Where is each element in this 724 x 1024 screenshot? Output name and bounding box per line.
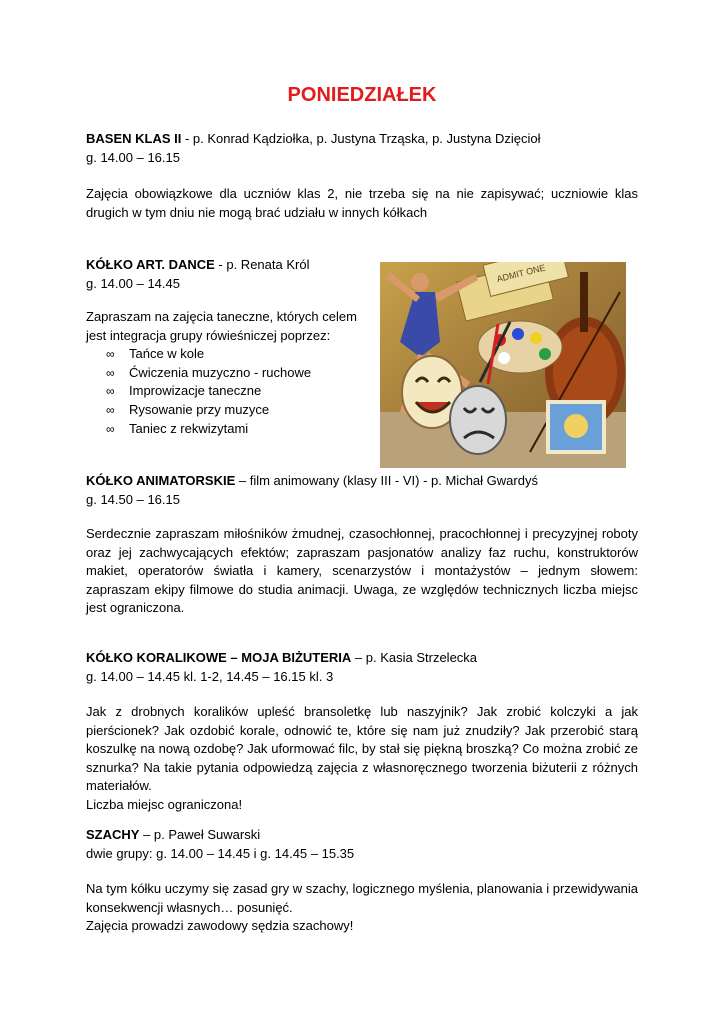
szachy-note: Zajęcia prowadzi zawodowy sędzia szachowy! [86,918,354,933]
list-item: ∞ Improwizacje taneczne [86,382,376,401]
section-koralikowe [86,649,638,686]
dance-intro: Zapraszam na zajęcia taneczne, których celem jest integracja grupy rówieśniczej poprzez: [86,309,357,343]
dance-header [86,256,376,275]
arts-collage-icon [380,262,626,468]
list-item: ∞ Tańce w kole [86,345,376,364]
list-item: ∞ Taniec z rekwizytami [86,420,376,439]
list-item: ∞ Ćwiczenia muzyczno - ruchowe [86,364,376,383]
dance-time: g. 14.00 – 14.45 [86,275,180,291]
koral-teacher: – p. Kasia Strzelecka [351,650,478,665]
dance-teacher: - p. Renata Król [214,257,310,272]
koral-time: g. 14.00 – 14.45 kl. 1-2, 14.45 – 16.15 kl. 3 [86,668,334,684]
koral-header [86,649,638,668]
szachy-description: Na tym kółku uczymy się zasad gry w szachy, logicznego myślenia, planowania i przewidywania konsekwencji własnych… posunięć. Zajęcia prowadzi zawodowy sędzia szachowy! [86,880,638,936]
section-dance [86,256,376,293]
szachy-time: dwie grupy: g. 14.00 – 14.45 i g. 14.45 – 15.35 [86,845,355,861]
list-item: ∞ Rysowanie przy muzyce [86,401,376,420]
szachy-name: SZACHY [86,827,140,842]
basen-name: BASEN KLAS II [86,131,182,146]
anim-detail: – film animowany (klasy III - VI) - p. Michał Gwardyś [235,473,538,488]
anim-time: g. 14.50 – 16.15 [86,491,180,507]
basen-time: g. 14.00 – 16.15 [86,149,180,165]
anim-name: KÓŁKO ANIMATORSKIE [86,473,236,488]
koral-description: Jak z drobnych koralików upleść bransoletkę lub naszyjnik? Jak zrobić kolczyki a jak pierścionek? Jak ozdobić korale, odnowić te, które się nam już znudziły? Jak przerobić starą koszulkę na nową ozdobę? Jak uformować filc, by stał się piękną broszką? Co można zrobić ze sznurka? Na takie pytania odpowiedzą zajęcia z własnoręcznego tworzenia biżuterii z różnych materiałów. Liczba miejsc ograniczona! [86,703,638,814]
infinity-bullet-icon: ∞ [106,403,115,418]
basen-header [86,130,638,149]
szachy-teacher: – p. Paweł Suwarski [139,827,261,842]
infinity-bullet-icon: ∞ [106,347,115,361]
infinity-bullet-icon: ∞ [106,384,115,399]
infinity-bullet-icon: ∞ [106,365,115,380]
infinity-bullet-icon: ∞ [106,421,115,436]
anim-header [86,472,638,491]
szachy-header [86,826,638,845]
basen-description: Zajęcia obowiązkowe dla uczniów klas 2, nie trzeba się na nie zapisywać; uczniowie klas drugich w tym dniu nie mogą brać udziału w innych kółkach [86,186,638,220]
section-basen [86,130,638,167]
basen-teachers: - p. Konrad Kądziołka, p. Justyna Trząska, p. Justyna Dzięcioł [181,131,541,146]
section-szachy [86,826,638,863]
svg-text:ADMIT ONE: ADMIT ONE [495,262,547,285]
anim-description: Serdecznie zapraszam miłośników żmudnej, czasochłonnej, pracochłonnej i precyzyjnej roboty oraz jej zachwycających efektów; zapraszam pasjonatów analizy faz ruchu, konstruktorów makiet, operatorów światła i kamery, scenarzystów i montażystów – jednym słowem: zapraszam ekipy filmowe do studia animacji. Uwaga, ze względów technicznych liczba miejsc jest ograniczona. [86,526,638,615]
dance-list [86,345,376,439]
section-animatorskie [86,472,638,509]
dance-name: KÓŁKO ART. DANCE [86,257,215,272]
koral-limit: Liczba miejsc ograniczona! [86,796,243,812]
koral-name: KÓŁKO KORALIKOWE – MOJA BIŻUTERIA [86,650,352,665]
page-title: PONIEDZIAŁEK [287,84,437,106]
